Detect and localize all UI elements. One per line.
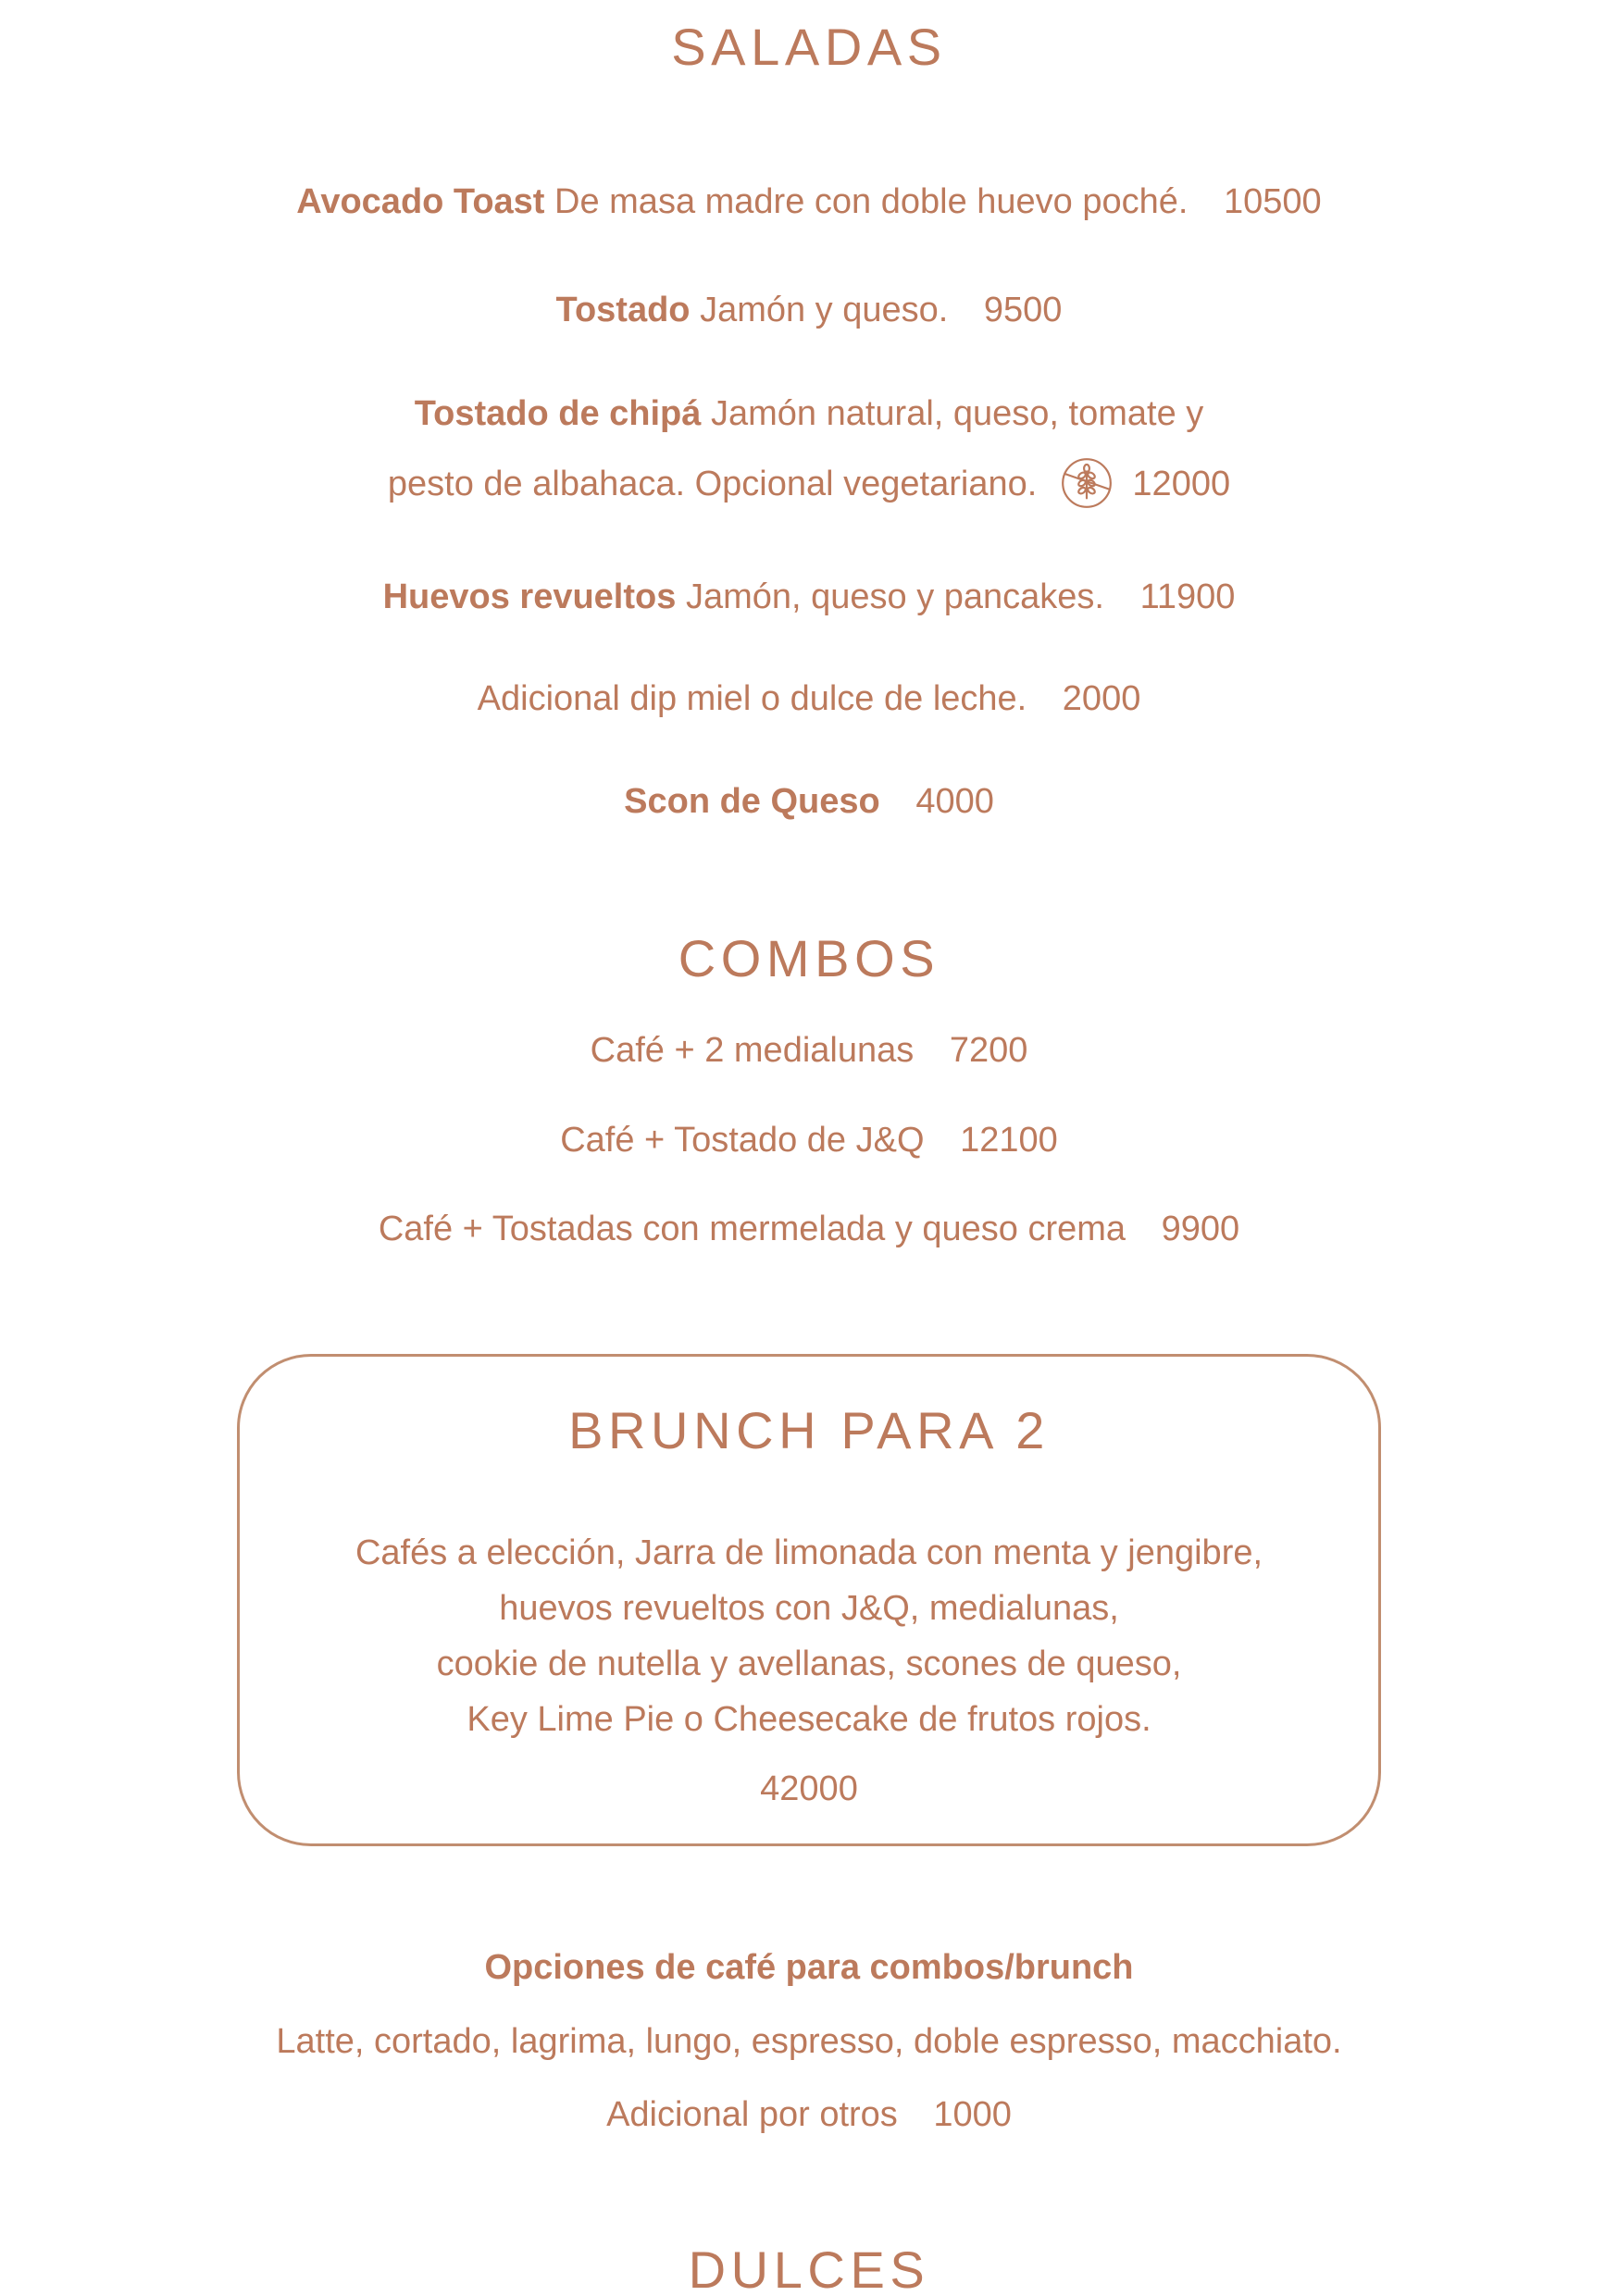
section-title-combos: COMBOS [678,929,940,987]
brunch-description-line: Key Lime Pie o Cheesecake de frutos rojos. [467,1700,1151,1739]
brunch-description-line: cookie de nutella y avellanas, scones de queso, [436,1644,1182,1683]
item-name: Scon de Queso [624,782,880,821]
item-price: 12000 [1132,465,1231,504]
menu-item-scon-de-queso [0,784,1618,819]
item-name: Tostado de chipá [414,394,702,433]
item-price: 10500 [1224,182,1322,221]
item-line-2 [0,459,1618,513]
coffee-options-list: Latte, cortado, lagrima, lungo, espresso, doble espresso, macchiato. [276,2022,1342,2061]
section-title-dulces: DULCES [688,2240,930,2296]
item-description: pesto de albahaca. Opcional vegetariano. [387,465,1038,504]
item-description: Jamón natural, queso, tomate y [710,394,1204,433]
menu-item-adicional-dip [0,681,1618,716]
coffee-extra-line [0,2097,1618,2132]
menu-item-combo-tostadas-mermelada [0,1211,1618,1247]
item-price: 12100 [960,1121,1058,1160]
item-price: 9900 [1161,1210,1240,1248]
menu-item-combo-medialunas [0,1033,1618,1068]
section-title-saladas: SALADAS [671,18,947,76]
menu-item-huevos-revueltos [0,579,1618,614]
brunch-price: 42000 [760,1769,858,1808]
brunch-description-line: huevos revueltos con J&Q, medialunas, [499,1589,1119,1628]
item-description: Café + Tostadas con mermelada y queso crema [378,1210,1126,1248]
gluten-free-icon [1060,456,1114,510]
item-description: Café + Tostado de J&Q [560,1121,925,1160]
section-title-brunch-para-2: BRUNCH PARA 2 [568,1401,1050,1459]
item-description: De masa madre con doble huevo poché. [554,182,1189,221]
item-price: 7200 [949,1031,1028,1070]
item-price: 9500 [983,291,1063,329]
item-name: Huevos revueltos [382,577,677,616]
item-price: 4000 [915,782,994,821]
item-name: Avocado Toast [296,182,545,221]
menu-item-tostado [0,292,1618,328]
item-name: Tostado [555,291,691,329]
item-line-1 [0,396,1618,431]
item-price: 2000 [1062,679,1141,718]
coffee-options-heading: Opciones de café para combos/brunch [484,1948,1134,1987]
menu-item-tostado-de-chipa [0,396,1618,513]
brunch-para-2-box [237,1354,1381,1846]
menu-item-avocado-toast [0,184,1618,219]
menu-item-combo-tostado [0,1123,1618,1158]
item-description: Adicional por otros [606,2095,898,2134]
item-price: 1000 [933,2095,1012,2134]
item-description: Adicional dip miel o dulce de leche. [477,679,1027,718]
brunch-description-line: Cafés a elección, Jarra de limonada con menta y jengibre, [355,1533,1263,1572]
item-description: Jamón y queso. [700,291,949,329]
item-price: 11900 [1139,577,1236,616]
item-description: Jamón, queso y pancakes. [685,577,1104,616]
item-description: Café + 2 medialunas [590,1031,915,1070]
